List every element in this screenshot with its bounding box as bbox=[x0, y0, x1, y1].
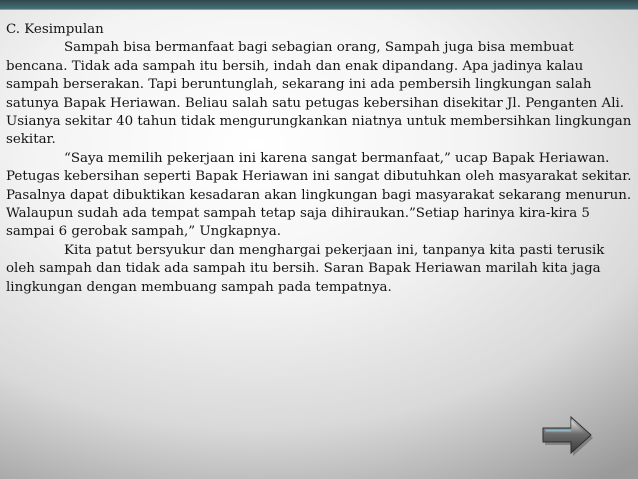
top-decor-band bbox=[0, 0, 638, 10]
arrow-body bbox=[543, 417, 591, 453]
section-heading: C. Kesimpulan bbox=[6, 22, 104, 37]
arrow-right-icon bbox=[542, 415, 594, 457]
next-slide-button[interactable] bbox=[542, 415, 594, 457]
paragraph-intro: Sampah bisa bermanfaat bagi sebagian orang, Sampah juga bisa membuat bencana. Tidak ada sampah itu bersih, indah dan enak dipandang. Apa jadinya kalau sampah berserakan. Tapi beruntunglah, sekarang ini ada pembersih lingkungan salah satunya Bapak Heriawan. Beliau salah satu petugas kebersihan disekitar Jl. Penganten Ali. Usianya sekitar 40 tahun tidak mengurungkankan niatnya untuk membersihkan lingkungan sekitar. bbox=[6, 40, 632, 148]
slide-body bbox=[6, 21, 634, 297]
paragraph-quote: “Saya memilih pekerjaan ini karena sangat bermanfaat,” ucap Bapak Heriawan. Petugas kebersihan seperti Bapak Heriawan ini sangat dibutuhkan oleh masyarakat sekitar. Pasalnya dapat dibuktikan kesadaran akan lingkungan bagi masyarakat sekarang menurun. Walaupun sudah ada tempat sampah tetap saja dihiraukan.”Setiap harinya kira-kira 5 sampai 6 gerobak sampah,” Ungkapnya. bbox=[6, 150, 632, 240]
paragraph-closing: Kita patut bersyukur dan menghargai pekerjaan ini, tanpanya kita pasti terusik oleh sampah dan tidak ada sampah itu bersih. Saran Bapak Heriawan marilah kita jaga lingkungan dengan membuang sampah pada tempatnya. bbox=[6, 242, 605, 295]
